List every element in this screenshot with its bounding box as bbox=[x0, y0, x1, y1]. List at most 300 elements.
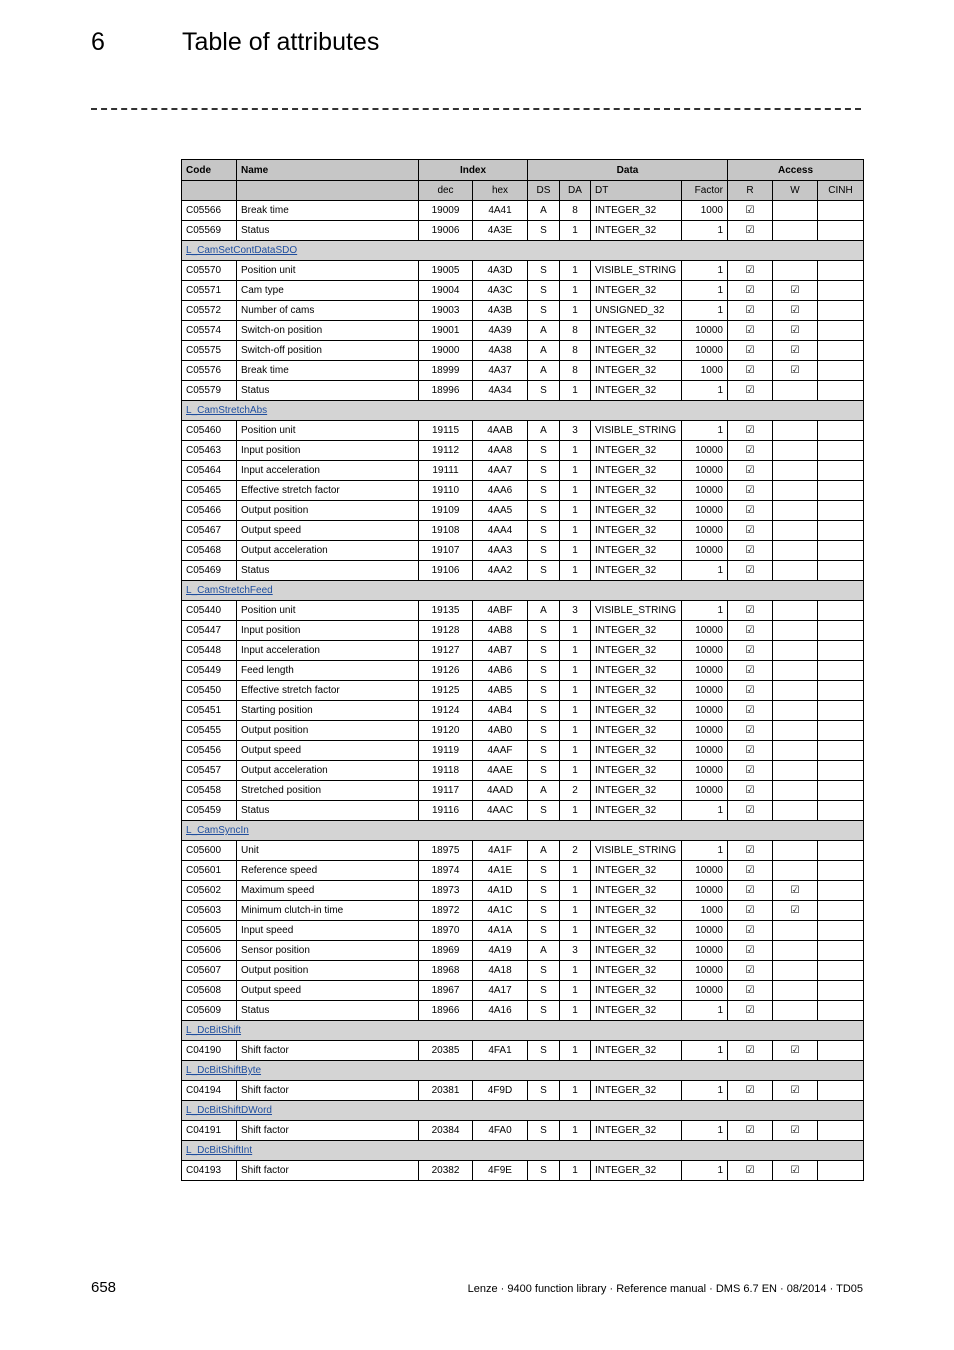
row-dt: INTEGER_32 bbox=[591, 921, 682, 941]
row-access-w bbox=[773, 281, 818, 301]
row-factor: 10000 bbox=[682, 321, 728, 341]
row-da: 3 bbox=[560, 941, 591, 961]
row-code: C05609 bbox=[182, 1001, 237, 1021]
row-access-w bbox=[773, 1041, 818, 1061]
row-dec: 18967 bbox=[419, 981, 473, 1001]
row-code: C04190 bbox=[182, 1041, 237, 1061]
checkbox-checked-icon: ☑ bbox=[745, 805, 755, 816]
checkbox-checked-icon: ☑ bbox=[745, 305, 755, 316]
row-access-cinh bbox=[818, 461, 864, 481]
row-da: 1 bbox=[560, 441, 591, 461]
table-row bbox=[182, 661, 864, 681]
row-da: 1 bbox=[560, 541, 591, 561]
row-da: 1 bbox=[560, 281, 591, 301]
row-ds: S bbox=[528, 901, 560, 921]
row-factor: 1000 bbox=[682, 201, 728, 221]
row-access-w bbox=[773, 521, 818, 541]
checkbox-checked-icon: ☑ bbox=[745, 1085, 755, 1096]
group-cell bbox=[182, 1061, 864, 1081]
row-da: 1 bbox=[560, 1041, 591, 1061]
row-ds: S bbox=[528, 461, 560, 481]
header-data: Data bbox=[528, 160, 728, 181]
row-dt: INTEGER_32 bbox=[591, 461, 682, 481]
header-factor: Factor bbox=[682, 181, 728, 201]
row-dec: 19004 bbox=[419, 281, 473, 301]
header-code: Code bbox=[182, 160, 237, 181]
row-hex: 4A34 bbox=[473, 381, 528, 401]
row-hex: 4AA8 bbox=[473, 441, 528, 461]
row-access-r bbox=[728, 881, 773, 901]
row-access-r bbox=[728, 281, 773, 301]
row-code: C04191 bbox=[182, 1121, 237, 1141]
group-link[interactable]: L_CamStretchAbs bbox=[186, 405, 268, 416]
row-dec: 19112 bbox=[419, 441, 473, 461]
row-access-cinh bbox=[818, 981, 864, 1001]
row-factor: 1 bbox=[682, 221, 728, 241]
row-dt: INTEGER_32 bbox=[591, 1001, 682, 1021]
row-dec: 19109 bbox=[419, 501, 473, 521]
row-dec: 19117 bbox=[419, 781, 473, 801]
row-da: 8 bbox=[560, 361, 591, 381]
table-row bbox=[182, 281, 864, 301]
checkbox-checked-icon: ☑ bbox=[745, 1165, 755, 1176]
row-dt: INTEGER_32 bbox=[591, 941, 682, 961]
table-subheader-row bbox=[182, 181, 864, 201]
row-code: C04194 bbox=[182, 1081, 237, 1101]
row-da: 8 bbox=[560, 321, 591, 341]
header-index: Index bbox=[419, 160, 528, 181]
table-row bbox=[182, 221, 864, 241]
row-factor: 10000 bbox=[682, 661, 728, 681]
row-factor: 1 bbox=[682, 841, 728, 861]
row-access-cinh bbox=[818, 761, 864, 781]
row-access-cinh bbox=[818, 441, 864, 461]
row-factor: 1 bbox=[682, 601, 728, 621]
table-row bbox=[182, 321, 864, 341]
group-cell bbox=[182, 241, 864, 261]
row-dt: INTEGER_32 bbox=[591, 861, 682, 881]
row-ds: S bbox=[528, 521, 560, 541]
row-da: 1 bbox=[560, 981, 591, 1001]
row-name: Reference speed bbox=[237, 861, 419, 881]
row-access-w bbox=[773, 1081, 818, 1101]
row-name: Unit bbox=[237, 841, 419, 861]
row-access-r bbox=[728, 601, 773, 621]
row-access-w bbox=[773, 481, 818, 501]
row-hex: 4ABF bbox=[473, 601, 528, 621]
checkbox-checked-icon: ☑ bbox=[745, 725, 755, 736]
row-hex: 4AA2 bbox=[473, 561, 528, 581]
row-da: 1 bbox=[560, 961, 591, 981]
table-row bbox=[182, 721, 864, 741]
row-factor: 1 bbox=[682, 421, 728, 441]
chapter-title: Table of attributes bbox=[182, 28, 380, 56]
row-dec: 19110 bbox=[419, 481, 473, 501]
row-dec: 19126 bbox=[419, 661, 473, 681]
table-row bbox=[182, 341, 864, 361]
checkbox-checked-icon: ☑ bbox=[745, 205, 755, 216]
row-access-w bbox=[773, 1001, 818, 1021]
row-da: 1 bbox=[560, 721, 591, 741]
row-code: C05569 bbox=[182, 221, 237, 241]
row-access-w bbox=[773, 361, 818, 381]
row-hex: 4A1C bbox=[473, 901, 528, 921]
checkbox-checked-icon: ☑ bbox=[745, 565, 755, 576]
row-dt: INTEGER_32 bbox=[591, 721, 682, 741]
group-link[interactable]: L_CamSyncIn bbox=[186, 825, 249, 836]
table-row bbox=[182, 561, 864, 581]
row-code: C05600 bbox=[182, 841, 237, 861]
header-cinh: CINH bbox=[818, 181, 864, 201]
row-da: 1 bbox=[560, 681, 591, 701]
row-ds: S bbox=[528, 1041, 560, 1061]
checkbox-checked-icon: ☑ bbox=[745, 425, 755, 436]
row-access-cinh bbox=[818, 861, 864, 881]
row-code: C05572 bbox=[182, 301, 237, 321]
row-dec: 18970 bbox=[419, 921, 473, 941]
table-row bbox=[182, 1001, 864, 1021]
group-row bbox=[182, 1061, 864, 1081]
row-access-cinh bbox=[818, 481, 864, 501]
checkbox-checked-icon: ☑ bbox=[745, 325, 755, 336]
row-factor: 10000 bbox=[682, 861, 728, 881]
row-factor: 1 bbox=[682, 1001, 728, 1021]
row-name: Stretched position bbox=[237, 781, 419, 801]
checkbox-checked-icon: ☑ bbox=[745, 885, 755, 896]
row-dt: VISIBLE_STRING bbox=[591, 601, 682, 621]
row-access-r bbox=[728, 561, 773, 581]
row-factor: 10000 bbox=[682, 641, 728, 661]
row-dt: INTEGER_32 bbox=[591, 961, 682, 981]
footer-text: Lenze · 9400 function library · Reference manual · DMS 6.7 EN · 08/2014 · TD05 bbox=[467, 1283, 863, 1295]
group-row bbox=[182, 1101, 864, 1121]
row-access-r bbox=[728, 841, 773, 861]
row-da: 1 bbox=[560, 481, 591, 501]
row-da: 1 bbox=[560, 881, 591, 901]
row-access-w bbox=[773, 201, 818, 221]
row-hex: 4AAC bbox=[473, 801, 528, 821]
row-hex: 4A39 bbox=[473, 321, 528, 341]
row-dec: 18974 bbox=[419, 861, 473, 881]
row-dec: 18968 bbox=[419, 961, 473, 981]
table-row bbox=[182, 601, 864, 621]
row-access-r bbox=[728, 421, 773, 441]
checkbox-checked-icon: ☑ bbox=[745, 965, 755, 976]
row-access-w bbox=[773, 981, 818, 1001]
row-name: Starting position bbox=[237, 701, 419, 721]
table-row bbox=[182, 521, 864, 541]
row-dt: INTEGER_32 bbox=[591, 201, 682, 221]
row-ds: S bbox=[528, 761, 560, 781]
row-name: Output speed bbox=[237, 741, 419, 761]
checkbox-checked-icon: ☑ bbox=[790, 365, 800, 376]
row-code: C05456 bbox=[182, 741, 237, 761]
row-access-r bbox=[728, 661, 773, 681]
row-ds: A bbox=[528, 781, 560, 801]
checkbox-checked-icon: ☑ bbox=[790, 1125, 800, 1136]
row-dec: 19006 bbox=[419, 221, 473, 241]
row-hex: 4F9D bbox=[473, 1081, 528, 1101]
row-access-cinh bbox=[818, 701, 864, 721]
row-ds: S bbox=[528, 961, 560, 981]
row-access-r bbox=[728, 1121, 773, 1141]
row-access-cinh bbox=[818, 1001, 864, 1021]
row-name: Position unit bbox=[237, 421, 419, 441]
row-hex: 4A18 bbox=[473, 961, 528, 981]
row-access-w bbox=[773, 781, 818, 801]
row-dec: 19009 bbox=[419, 201, 473, 221]
row-access-r bbox=[728, 641, 773, 661]
row-access-r bbox=[728, 701, 773, 721]
row-da: 1 bbox=[560, 661, 591, 681]
row-name: Shift factor bbox=[237, 1041, 419, 1061]
row-access-r bbox=[728, 801, 773, 821]
row-access-w bbox=[773, 921, 818, 941]
group-link[interactable]: L_CamStretchFeed bbox=[186, 585, 273, 596]
row-dec: 18973 bbox=[419, 881, 473, 901]
row-name: Break time bbox=[237, 361, 419, 381]
row-access-cinh bbox=[818, 721, 864, 741]
group-link[interactable]: L_CamSetContDataSDO bbox=[186, 245, 298, 256]
checkbox-checked-icon: ☑ bbox=[745, 665, 755, 676]
row-code: C05464 bbox=[182, 461, 237, 481]
row-hex: 4AB8 bbox=[473, 621, 528, 641]
row-code: C05449 bbox=[182, 661, 237, 681]
row-da: 1 bbox=[560, 901, 591, 921]
row-name: Input position bbox=[237, 621, 419, 641]
row-access-r bbox=[728, 321, 773, 341]
table-row bbox=[182, 1041, 864, 1061]
row-access-r bbox=[728, 1001, 773, 1021]
checkbox-checked-icon: ☑ bbox=[790, 285, 800, 296]
row-access-w bbox=[773, 841, 818, 861]
group-row bbox=[182, 1141, 864, 1161]
row-code: C05467 bbox=[182, 521, 237, 541]
row-dt: INTEGER_32 bbox=[591, 501, 682, 521]
row-dec: 19119 bbox=[419, 741, 473, 761]
row-dt: INTEGER_32 bbox=[591, 641, 682, 661]
row-access-cinh bbox=[818, 521, 864, 541]
checkbox-checked-icon: ☑ bbox=[745, 265, 755, 276]
row-access-r bbox=[728, 441, 773, 461]
row-hex: 4A19 bbox=[473, 941, 528, 961]
row-hex: 4AAD bbox=[473, 781, 528, 801]
row-ds: S bbox=[528, 701, 560, 721]
row-hex: 4A3E bbox=[473, 221, 528, 241]
table-row bbox=[182, 1161, 864, 1181]
row-ds: A bbox=[528, 361, 560, 381]
row-ds: S bbox=[528, 921, 560, 941]
row-da: 1 bbox=[560, 641, 591, 661]
row-access-cinh bbox=[818, 381, 864, 401]
row-code: C05570 bbox=[182, 261, 237, 281]
row-access-cinh bbox=[818, 741, 864, 761]
checkbox-checked-icon: ☑ bbox=[790, 1085, 800, 1096]
header-ds: DS bbox=[528, 181, 560, 201]
row-access-r bbox=[728, 501, 773, 521]
group-cell bbox=[182, 1101, 864, 1121]
checkbox-checked-icon: ☑ bbox=[745, 985, 755, 996]
checkbox-checked-icon: ☑ bbox=[790, 885, 800, 896]
row-hex: 4A3C bbox=[473, 281, 528, 301]
row-hex: 4A3B bbox=[473, 301, 528, 321]
row-name: Shift factor bbox=[237, 1121, 419, 1141]
checkbox-checked-icon: ☑ bbox=[745, 365, 755, 376]
row-ds: A bbox=[528, 201, 560, 221]
row-dt: INTEGER_32 bbox=[591, 1121, 682, 1141]
row-da: 3 bbox=[560, 421, 591, 441]
row-access-cinh bbox=[818, 941, 864, 961]
row-code: C05603 bbox=[182, 901, 237, 921]
row-name: Output speed bbox=[237, 521, 419, 541]
row-access-r bbox=[728, 961, 773, 981]
row-factor: 10000 bbox=[682, 961, 728, 981]
row-access-r bbox=[728, 981, 773, 1001]
checkbox-checked-icon: ☑ bbox=[790, 1165, 800, 1176]
checkbox-checked-icon: ☑ bbox=[745, 545, 755, 556]
row-ds: A bbox=[528, 841, 560, 861]
row-name: Output position bbox=[237, 501, 419, 521]
row-factor: 10000 bbox=[682, 741, 728, 761]
row-name: Break time bbox=[237, 201, 419, 221]
row-name: Cam type bbox=[237, 281, 419, 301]
row-name: Input speed bbox=[237, 921, 419, 941]
row-access-cinh bbox=[818, 421, 864, 441]
group-link[interactable]: L_DcBitShiftByte bbox=[186, 1065, 262, 1076]
row-name: Effective stretch factor bbox=[237, 681, 419, 701]
group-link[interactable]: L_DcBitShiftInt bbox=[186, 1145, 253, 1156]
table-row bbox=[182, 261, 864, 281]
row-name: Output acceleration bbox=[237, 761, 419, 781]
row-access-w bbox=[773, 301, 818, 321]
row-da: 1 bbox=[560, 1161, 591, 1181]
row-access-r bbox=[728, 301, 773, 321]
table-row bbox=[182, 621, 864, 641]
row-factor: 10000 bbox=[682, 921, 728, 941]
row-code: C05469 bbox=[182, 561, 237, 581]
row-dt: VISIBLE_STRING bbox=[591, 421, 682, 441]
row-access-w bbox=[773, 681, 818, 701]
row-hex: 4A17 bbox=[473, 981, 528, 1001]
row-name: Shift factor bbox=[237, 1081, 419, 1101]
row-name: Number of cams bbox=[237, 301, 419, 321]
group-row bbox=[182, 241, 864, 261]
row-code: C05574 bbox=[182, 321, 237, 341]
row-access-cinh bbox=[818, 881, 864, 901]
table-row bbox=[182, 1081, 864, 1101]
table-row bbox=[182, 441, 864, 461]
row-name: Output speed bbox=[237, 981, 419, 1001]
checkbox-checked-icon: ☑ bbox=[745, 385, 755, 396]
checkbox-checked-icon: ☑ bbox=[745, 225, 755, 236]
row-hex: 4F9E bbox=[473, 1161, 528, 1181]
row-name: Input acceleration bbox=[237, 641, 419, 661]
group-cell bbox=[182, 581, 864, 601]
row-access-w bbox=[773, 381, 818, 401]
row-hex: 4AAB bbox=[473, 421, 528, 441]
table-row bbox=[182, 201, 864, 221]
row-code: C05440 bbox=[182, 601, 237, 621]
row-dt: INTEGER_32 bbox=[591, 881, 682, 901]
row-access-w bbox=[773, 861, 818, 881]
row-access-w bbox=[773, 641, 818, 661]
row-access-r bbox=[728, 721, 773, 741]
row-access-r bbox=[728, 361, 773, 381]
table-header-row bbox=[182, 160, 864, 181]
row-da: 1 bbox=[560, 461, 591, 481]
row-dec: 20382 bbox=[419, 1161, 473, 1181]
row-dec: 19127 bbox=[419, 641, 473, 661]
checkbox-checked-icon: ☑ bbox=[745, 745, 755, 756]
row-dt: INTEGER_32 bbox=[591, 1161, 682, 1181]
row-factor: 10000 bbox=[682, 481, 728, 501]
group-link[interactable]: L_DcBitShift bbox=[186, 1025, 242, 1036]
row-da: 1 bbox=[560, 561, 591, 581]
row-name: Position unit bbox=[237, 261, 419, 281]
row-ds: S bbox=[528, 641, 560, 661]
header-name: Name bbox=[237, 160, 419, 181]
row-factor: 10000 bbox=[682, 981, 728, 1001]
row-access-r bbox=[728, 221, 773, 241]
group-link[interactable]: L_DcBitShiftDWord bbox=[186, 1105, 272, 1116]
checkbox-checked-icon: ☑ bbox=[745, 525, 755, 536]
row-da: 2 bbox=[560, 841, 591, 861]
table-row bbox=[182, 641, 864, 661]
row-dt: UNSIGNED_32 bbox=[591, 301, 682, 321]
row-access-cinh bbox=[818, 921, 864, 941]
group-cell bbox=[182, 1021, 864, 1041]
row-dt: INTEGER_32 bbox=[591, 381, 682, 401]
checkbox-checked-icon: ☑ bbox=[745, 765, 755, 776]
header-code-sub bbox=[182, 181, 237, 201]
row-dt: INTEGER_32 bbox=[591, 761, 682, 781]
checkbox-checked-icon: ☑ bbox=[790, 905, 800, 916]
row-factor: 1000 bbox=[682, 361, 728, 381]
row-name: Switch-on position bbox=[237, 321, 419, 341]
row-access-cinh bbox=[818, 361, 864, 381]
row-access-cinh bbox=[818, 221, 864, 241]
row-hex: 4A41 bbox=[473, 201, 528, 221]
row-access-w bbox=[773, 541, 818, 561]
row-dt: INTEGER_32 bbox=[591, 621, 682, 641]
row-code: C05459 bbox=[182, 801, 237, 821]
row-code: C05468 bbox=[182, 541, 237, 561]
table-body bbox=[182, 201, 864, 1181]
table-row bbox=[182, 861, 864, 881]
row-code: C04193 bbox=[182, 1161, 237, 1181]
row-access-r bbox=[728, 381, 773, 401]
row-access-r bbox=[728, 921, 773, 941]
row-ds: S bbox=[528, 501, 560, 521]
checkbox-checked-icon: ☑ bbox=[790, 305, 800, 316]
group-cell bbox=[182, 401, 864, 421]
row-dec: 19125 bbox=[419, 681, 473, 701]
table-row bbox=[182, 781, 864, 801]
row-hex: 4A3D bbox=[473, 261, 528, 281]
row-access-r bbox=[728, 781, 773, 801]
row-factor: 10000 bbox=[682, 541, 728, 561]
checkbox-checked-icon: ☑ bbox=[745, 345, 755, 356]
row-code: C05576 bbox=[182, 361, 237, 381]
row-dt: INTEGER_32 bbox=[591, 981, 682, 1001]
row-dec: 20385 bbox=[419, 1041, 473, 1061]
row-hex: 4A1D bbox=[473, 881, 528, 901]
row-hex: 4AB5 bbox=[473, 681, 528, 701]
row-ds: S bbox=[528, 681, 560, 701]
row-access-cinh bbox=[818, 901, 864, 921]
row-access-w bbox=[773, 321, 818, 341]
row-hex: 4AA5 bbox=[473, 501, 528, 521]
